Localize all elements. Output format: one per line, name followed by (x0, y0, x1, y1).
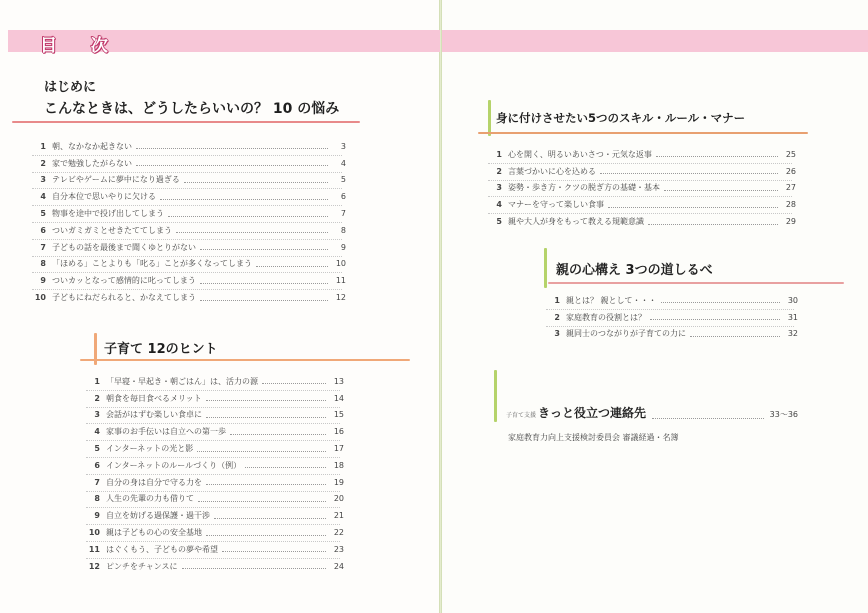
toc-page-number: 10 (335, 259, 346, 269)
toc-entry-text: 家庭教育の役割とは？ (566, 312, 646, 322)
toc-page-number: 16 (333, 427, 344, 437)
toc-number: 1 (94, 376, 100, 386)
section3-title: 身に付けさせたい5つのスキル・ルール・マナー (496, 111, 746, 125)
toc-row[interactable] (82, 475, 344, 490)
toc-number: 7 (94, 477, 100, 487)
toc-row[interactable] (82, 458, 344, 473)
toc-page-number: 21 (333, 511, 344, 521)
toc-row[interactable] (28, 257, 346, 272)
toc-page-number: 28 (785, 200, 796, 210)
book-spine (439, 0, 442, 613)
toc-page-number: 17 (333, 444, 344, 454)
contacts-title: きっと役立つ連絡先 (538, 406, 647, 420)
toc-page-number: 26 (785, 166, 796, 176)
toc-entry-text: マナーを守って楽しい食事 (508, 200, 604, 210)
toc-number: 6 (94, 460, 100, 470)
toc-row[interactable] (28, 206, 346, 221)
toc-leader-dots (197, 450, 326, 452)
toc-number: 4 (496, 200, 502, 210)
toc-page-number: 18 (333, 460, 344, 470)
section4-title: 親の心構え 3つの道しるべ (556, 263, 713, 278)
toc-number: 2 (554, 312, 560, 322)
toc-row[interactable] (82, 408, 344, 423)
toc-row[interactable] (82, 559, 344, 574)
toc-entry-text: 子どもにねだられると、かなえてしまう (52, 293, 196, 303)
toc-row[interactable] (82, 441, 344, 456)
toc-leader-dots (198, 500, 326, 502)
toc-leader-dots (200, 248, 328, 250)
toc-number: 2 (496, 166, 502, 176)
toc-page-number: 3 (340, 141, 346, 151)
toc-number: 1 (554, 295, 560, 305)
toc-leader-dots (262, 382, 326, 384)
toc-number: 8 (40, 259, 46, 269)
toc-leader-dots (206, 483, 326, 485)
toc-page-number: 5 (340, 175, 346, 185)
toc-entry-text: 心を開く、明るいあいさつ・元気な返事 (508, 149, 652, 159)
toc-entry-text: 自立を妨げる過保護・過干渉 (106, 511, 210, 521)
toc-leader-dots (200, 299, 328, 301)
toc-leader-dots (176, 231, 328, 233)
toc-leader-dots (245, 466, 326, 468)
toc-leader-dots (608, 206, 778, 208)
toc-page-number: 11 (335, 276, 346, 286)
toc-entry-text: テレビやゲームに夢中になり過ぎる (52, 175, 180, 185)
section4-underline (548, 282, 844, 284)
toc-leader-dots (184, 181, 328, 183)
toc-row[interactable] (484, 164, 796, 179)
toc-leader-dots (182, 567, 326, 569)
header-band-right (442, 30, 868, 52)
toc-page-number: 24 (333, 561, 344, 571)
toc-page-number: 7 (340, 209, 346, 219)
toc-entry-text: 「早寝・早起き・朝ごはん」は、活力の源 (106, 376, 258, 386)
toc-page-number: 4 (340, 158, 346, 168)
toc-page-number: 23 (333, 544, 344, 554)
toc-row[interactable] (28, 173, 346, 188)
toc-entry-text: 人生の先輩の力も借りて (106, 494, 194, 504)
toc-row[interactable] (82, 508, 344, 523)
section3-underline (478, 132, 808, 134)
toc-number: 4 (40, 192, 46, 202)
toc-entry-text: ついカッとなって感情的に叱ってしまう (52, 276, 196, 286)
toc-entry-text: 物事を途中で投げ出してしまう (52, 209, 164, 219)
toc-row[interactable] (28, 156, 346, 171)
toc-entry-text: インターネットの光と影 (106, 444, 194, 454)
intro-heading: はじめに (44, 80, 97, 95)
toc-title: 目 次 (40, 36, 122, 56)
toc-number: 3 (94, 410, 100, 420)
toc-number: 7 (40, 242, 46, 252)
toc-entry-text: 朝、なかなか起きない (52, 141, 132, 151)
section1-underline (12, 121, 360, 123)
toc-number: 6 (40, 225, 46, 235)
toc-entry-text: 親同士のつながりが子育ての力に (566, 329, 686, 339)
toc-entry-text: 「ほめる」ことよりも「叱る」ことが多くなってしまう (52, 259, 252, 269)
toc-entry-text: 親は子どもの心の安全基地 (106, 528, 202, 538)
toc-leader-dots (664, 189, 778, 191)
toc-page-number: 27 (785, 183, 796, 193)
toc-number: 3 (40, 175, 46, 185)
section1-title: こんなときは、どうしたらいいの？ 10 の悩み (44, 101, 340, 117)
toc-leader-dots (160, 198, 328, 200)
toc-page-number: 22 (333, 528, 344, 538)
toc-number: 10 (34, 293, 46, 303)
toc-leader-dots (206, 416, 326, 418)
toc-entry-text: 家で勉強したがらない (52, 158, 132, 168)
toc-page-number: 15 (333, 410, 344, 420)
toc-entry-text: 親や大人が身をもって教える規範意識 (508, 217, 644, 227)
contacts-note: 家庭教育力向上支援検討委員会 審議経過・名簿 (508, 433, 679, 442)
toc-row[interactable] (542, 310, 798, 325)
toc-number: 3 (496, 183, 502, 193)
section2-underline (80, 359, 410, 361)
contacts-pages: 33～36 (769, 410, 798, 419)
toc-page-number: 29 (785, 217, 796, 227)
toc-number: 2 (94, 393, 100, 403)
toc-number: 12 (88, 561, 100, 571)
toc-number: 11 (88, 544, 100, 554)
toc-row[interactable] (28, 139, 346, 154)
toc-leader-dots (206, 399, 326, 401)
toc-page-number: 8 (340, 225, 346, 235)
toc-number: 1 (496, 149, 502, 159)
toc-number: 9 (94, 511, 100, 521)
toc-row[interactable] (28, 240, 346, 255)
toc-leader-dots (200, 282, 328, 284)
toc-row[interactable] (82, 492, 344, 507)
contacts-accent (494, 370, 497, 422)
toc-row[interactable] (28, 189, 346, 204)
toc-page-number: 14 (333, 393, 344, 403)
toc-number: 3 (554, 329, 560, 339)
toc-entry-text: 姿勢・歩き方・クツの脱ぎ方の基礎・基本 (508, 183, 660, 193)
toc-leader-dots (168, 215, 328, 217)
toc-entry-text: 言葉づかいに心を込める (508, 166, 596, 176)
toc-entry-text: 家事のお手伝いは自立への第一歩 (106, 427, 226, 437)
toc-row[interactable] (484, 197, 796, 212)
toc-row[interactable] (542, 293, 798, 308)
toc-page-number: 30 (787, 295, 798, 305)
toc-row[interactable] (542, 327, 798, 342)
toc-entry-text: 自分の身は自分で守る力を (106, 477, 202, 487)
toc-page-number: 6 (340, 192, 346, 202)
contacts-row (506, 404, 798, 421)
toc-leader-dots (222, 550, 326, 552)
toc-row[interactable] (82, 374, 344, 389)
toc-leader-dots (648, 223, 778, 225)
toc-number: 2 (40, 158, 46, 168)
toc-leader-dots (656, 155, 778, 157)
toc-entry-text: 会話がはずむ楽しい食卓に (106, 410, 202, 420)
section3-accent (488, 100, 491, 136)
toc-page-number: 25 (785, 149, 796, 159)
toc-row[interactable] (28, 223, 346, 238)
section4-accent (544, 248, 547, 288)
toc-leader-dots (136, 164, 328, 166)
toc-number: 1 (40, 141, 46, 151)
toc-leader-dots (256, 265, 328, 267)
toc-leader-dots (690, 335, 780, 337)
toc-row[interactable] (82, 391, 344, 406)
toc-leader-dots (206, 534, 326, 536)
toc-number: 9 (40, 276, 46, 286)
toc-number: 10 (88, 528, 100, 538)
toc-entry-text: 親とは？ 親として・・・ (566, 295, 657, 305)
toc-row[interactable] (82, 525, 344, 540)
toc-row[interactable] (82, 542, 344, 557)
toc-entry-text: ピンチをチャンスに (106, 561, 178, 571)
toc-page-number: 19 (333, 477, 344, 487)
toc-leader-dots (136, 147, 328, 149)
toc-row[interactable] (28, 290, 346, 305)
toc-entry-text: 子どもの話を最後まで聞くゆとりがない (52, 242, 196, 252)
toc-number: 8 (94, 494, 100, 504)
toc-row[interactable] (82, 424, 344, 439)
toc-page-number: 32 (787, 329, 798, 339)
toc-page-number: 12 (335, 293, 346, 303)
toc-entry-text: インターネットのルールづくり（例） (106, 460, 242, 470)
toc-page-number: 9 (340, 242, 346, 252)
toc-leader-dots (600, 172, 778, 174)
toc-row[interactable] (484, 181, 796, 196)
section2-title: 子育て 12のヒント (104, 342, 218, 357)
toc-leader-dots (661, 301, 780, 303)
toc-number: 5 (94, 444, 100, 454)
toc-page-number: 31 (787, 312, 798, 322)
toc-page-number: 20 (333, 494, 344, 504)
toc-entry-text: はぐくもう、子どもの夢や希望 (106, 544, 218, 554)
toc-number: 4 (94, 427, 100, 437)
toc-page-number: 13 (333, 376, 344, 386)
toc-row[interactable] (484, 147, 796, 162)
contacts-leader (652, 417, 764, 419)
toc-leader-dots (650, 318, 780, 320)
toc-entry-text: ついガミガミとせきたててしまう (52, 225, 172, 235)
toc-row[interactable] (484, 214, 796, 229)
toc-leader-dots (214, 517, 326, 519)
toc-number: 5 (496, 217, 502, 227)
contacts-prefix: 子育て支援 (506, 412, 537, 419)
toc-number: 5 (40, 209, 46, 219)
toc-leader-dots (230, 433, 326, 435)
toc-row[interactable] (28, 273, 346, 288)
toc-entry-text: 自分本位で思いやりに欠ける (52, 192, 156, 202)
toc-entry-text: 朝食を毎日食べるメリット (106, 393, 202, 403)
